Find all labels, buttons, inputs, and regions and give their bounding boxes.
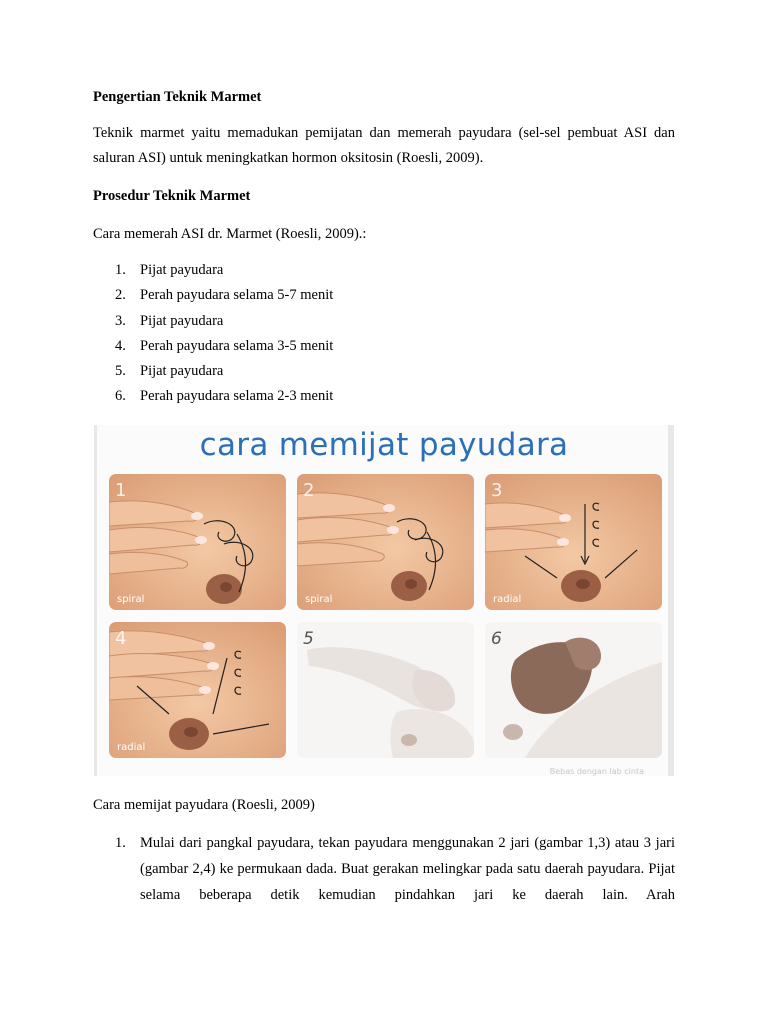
panel-number: 2 — [303, 480, 315, 501]
list-text: Pijat payudara — [140, 262, 224, 278]
panel-label: spiral — [117, 594, 145, 605]
panel-label: spiral — [305, 594, 333, 605]
list-number: 3. — [115, 313, 126, 329]
figure-border — [668, 425, 674, 776]
figure-title: cara memijat payudara — [199, 427, 569, 463]
panel-label: radial — [493, 594, 522, 605]
panel-6-fist — [485, 622, 662, 758]
heading-prosedur: Prosedur Teknik Marmet — [93, 188, 251, 204]
list-number: 1. — [115, 835, 126, 851]
list-number: 4. — [115, 338, 126, 354]
list-number: 6. — [115, 388, 126, 404]
massage-illustration — [94, 425, 674, 776]
list-number: 2. — [115, 287, 126, 303]
panel-1-spiral — [109, 474, 286, 610]
panel-number: 6 — [491, 629, 502, 649]
panel-5-shake — [297, 622, 474, 758]
panel-2-spiral — [297, 474, 474, 610]
list-text: Pijat payudara — [140, 313, 224, 329]
panel-3-radial — [485, 474, 662, 610]
paragraph-definition: Teknik marmet yaitu memadukan pemijatan dan memerah payudara (sel-sel pembuat ASI dan saluran ASI) untuk meningkatkan hormon oksitosin (Roesli, 2009). — [93, 125, 675, 166]
figure-border — [94, 425, 97, 776]
panel-number: 4 — [115, 628, 127, 649]
figure-footer-text: Bebas dengan lab cinta — [549, 767, 644, 776]
panel-4-radial — [109, 622, 286, 758]
list-text: Perah payudara selama 5-7 menit — [140, 287, 334, 303]
panel-label: radial — [117, 742, 146, 753]
list-text: Perah payudara selama 2-3 menit — [140, 388, 334, 404]
intro-text: Cara memerah ASI dr. Marmet (Roesli, 2009).: — [93, 226, 367, 242]
list-number: 1. — [115, 262, 126, 278]
figure-caption: Cara memijat payudara (Roesli, 2009) — [93, 797, 315, 813]
panel-number: 5 — [303, 629, 314, 649]
list-text: Pijat payudara — [140, 363, 224, 379]
panel-number: 1 — [115, 480, 127, 501]
list-text: Perah payudara selama 3-5 menit — [140, 338, 334, 354]
panel-number: 3 — [491, 480, 503, 501]
heading-pengertian: Pengertian Teknik Marmet — [93, 89, 262, 105]
list-text: Mulai dari pangkal payudara, tekan payudara menggunakan 2 jari (gambar 1,3) atau 3 jari (gambar 2,4) ke permukaan dada. Buat gerakan melingkar pada satu daerah payudara. Pijat selama beberapa detik kemudian pindahkan jari ke daerah lain. Arah — [140, 835, 675, 903]
list-number: 5. — [115, 363, 126, 379]
